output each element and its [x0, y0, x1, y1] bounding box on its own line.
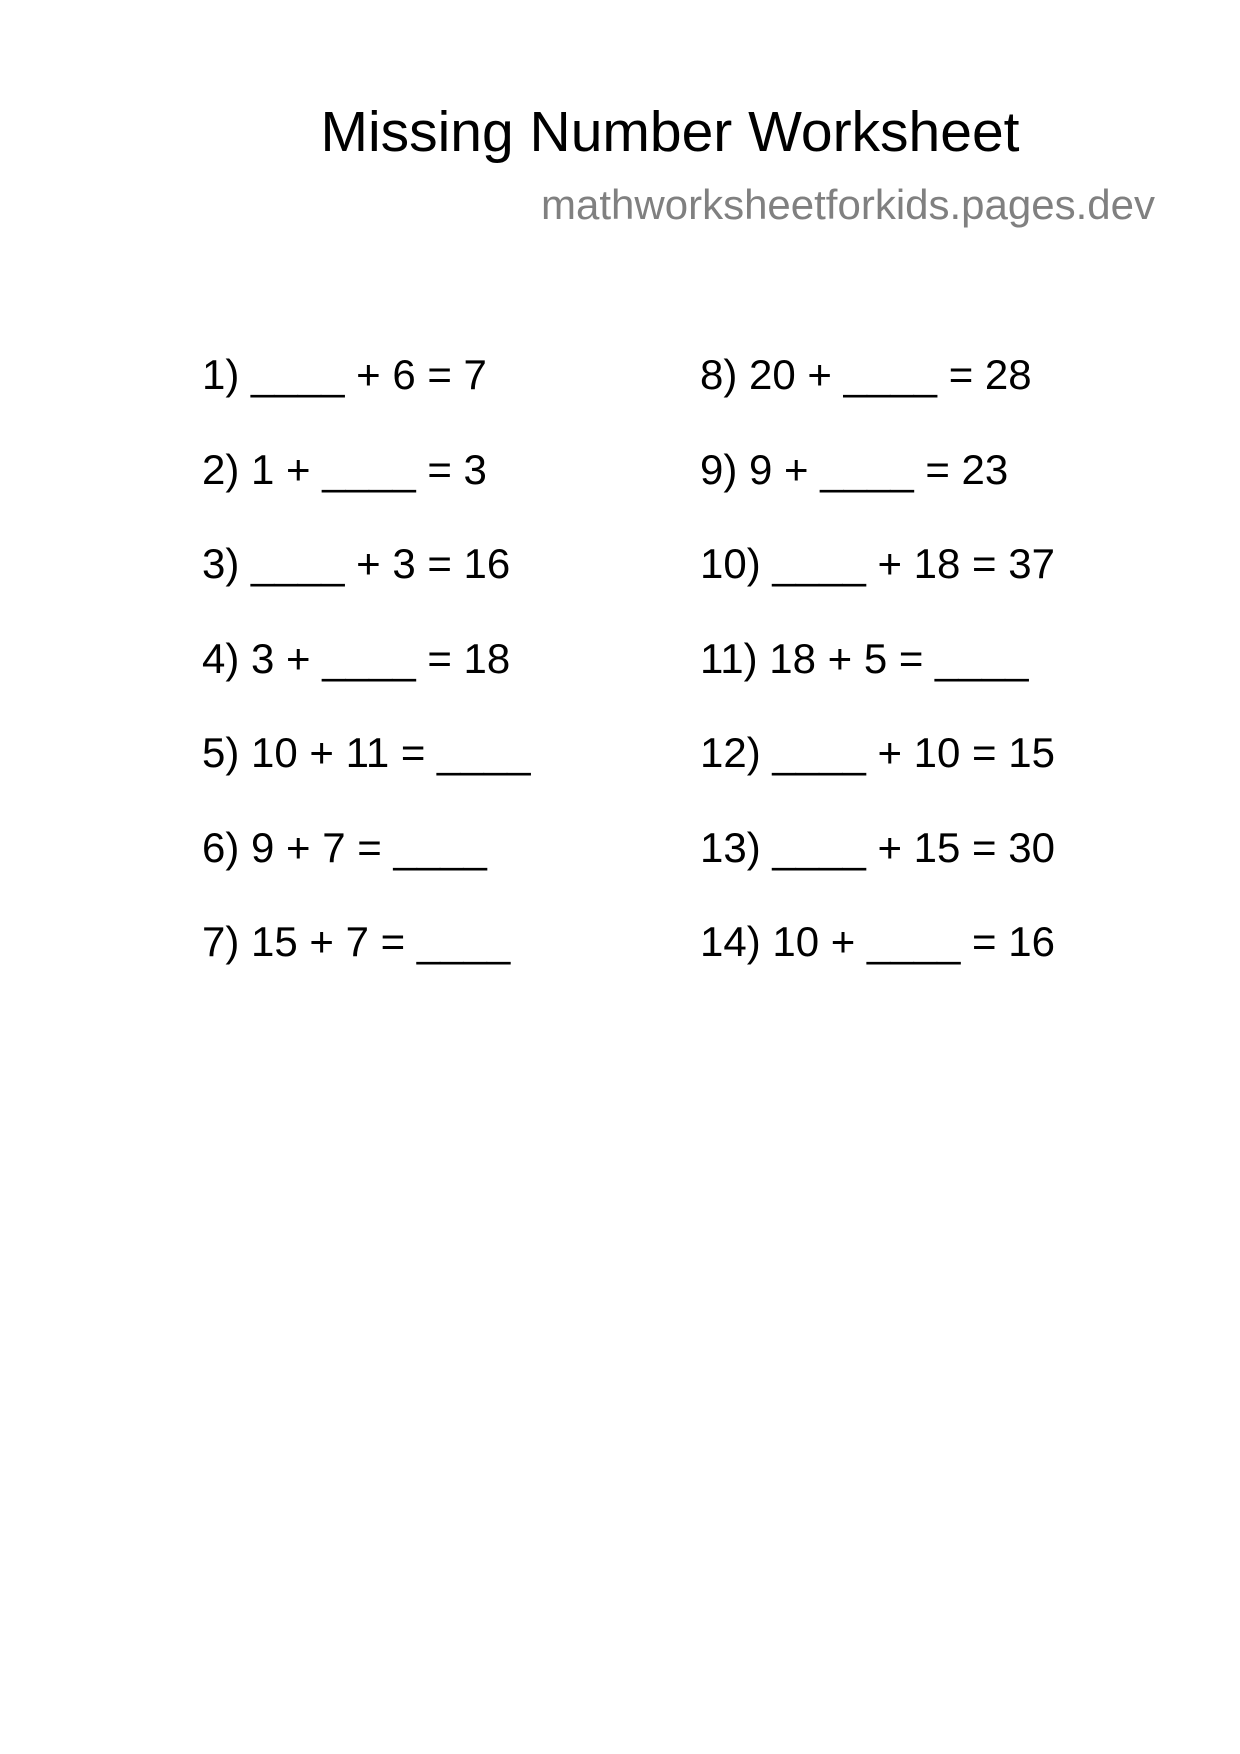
problem-12: 12) ____ + 10 = 15 [700, 729, 1055, 776]
problem-9: 9) 9 + ____ = 23 [700, 446, 1009, 493]
problem-6: 6) 9 + 7 = ____ [202, 824, 487, 871]
worksheet-source-url: mathworksheetforkids.pages.dev [541, 181, 1155, 228]
problem-13: 13) ____ + 15 = 30 [700, 824, 1055, 871]
worksheet-title: Missing Number Worksheet [320, 100, 1020, 164]
problem-1: 1) ____ + 6 = 7 [202, 351, 487, 398]
problem-11: 11) 18 + 5 = ____ [700, 635, 1029, 682]
problem-3: 3) ____ + 3 = 16 [202, 540, 511, 587]
problem-4: 4) 3 + ____ = 18 [202, 635, 511, 682]
problem-8: 8) 20 + ____ = 28 [700, 351, 1032, 398]
problem-14: 14) 10 + ____ = 16 [700, 918, 1055, 965]
problem-7: 7) 15 + 7 = ____ [202, 918, 511, 965]
problem-10: 10) ____ + 18 = 37 [700, 540, 1055, 587]
problem-5: 5) 10 + 11 = ____ [202, 729, 531, 776]
problem-2: 2) 1 + ____ = 3 [202, 446, 487, 493]
